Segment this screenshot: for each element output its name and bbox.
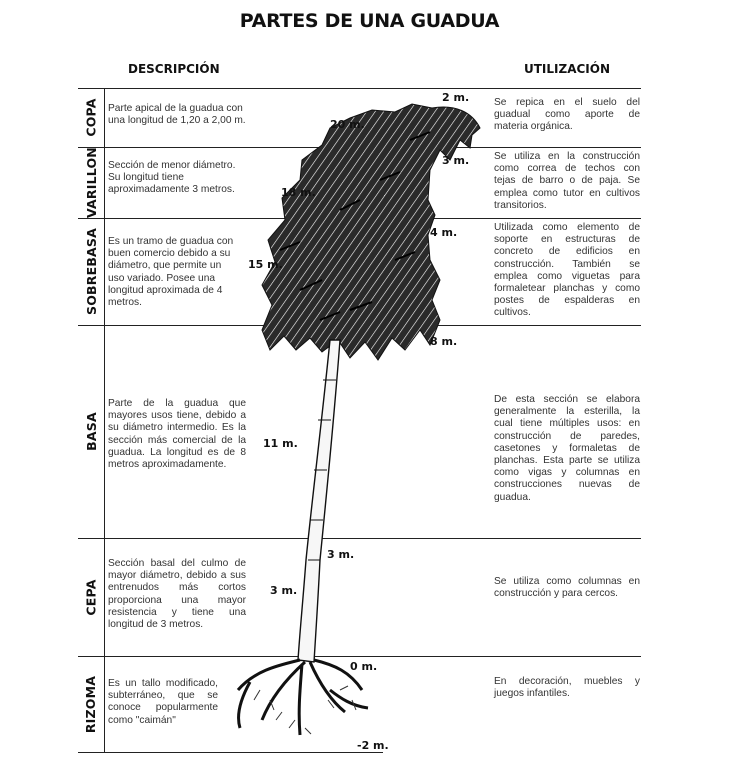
description-sobrebasa: Es un tramo de guadua con buen comercio debido a su diámetro, que permite un uso variado. Posee una longitud aproximada de 4 metros. <box>108 236 234 309</box>
mark-2m: 2 m. <box>442 91 470 104</box>
utilization-cepa: Se utiliza como columnas en construcción y para cercos. <box>494 576 640 600</box>
mark-0m: 0 m. <box>350 660 378 673</box>
mark-20m: 20 m. <box>330 118 365 131</box>
utilization-basa: De esta sección se elabora generalmente la esterilla, la cual tiene múltiples usos: en construcción de paredes, casetones y formaletas de planchas. Esta parte se utiliza como vigas y columnas en construcciones nuevas de guadua. <box>494 394 640 503</box>
diagram-title: PARTES DE UNA GUADUA <box>239 10 500 32</box>
section-label-copa: COPA <box>83 98 99 137</box>
description-header: DESCRIPCIÓN <box>128 62 220 76</box>
section-label-cepa: CEPA <box>83 578 99 616</box>
mark-18m: 18 m. <box>281 186 316 199</box>
description-copa: Parte apical de la guadua con una longitud de 1,20 a 2,00 m. <box>108 103 246 127</box>
description-cepa: Sección basal del culmo de mayor diámetro, debido a sus entrenudos más cortos proporciona una mayor resistencia y tiene una longitud de 3 metros. <box>108 558 246 631</box>
section-label-rizoma: RIZOMA <box>83 675 99 733</box>
description-rizoma: Es un tallo modificado, subterráneo, que se conoce popularmente como "caimán" <box>108 678 218 726</box>
mark-3m-bottom: 3 m. <box>327 548 355 561</box>
mark-11m: 11 m. <box>263 437 298 450</box>
mark-3m-left: 3 m. <box>270 584 298 597</box>
mark-15m: 15 m. <box>248 258 283 271</box>
description-varillon: Sección de menor diámetro. Su longitud tiene aproximadamente 3 metros. <box>108 160 236 196</box>
description-basa: Parte de la guadua que mayores usos tiene, debido a su diámetro intermedio. Es la sección más comercial de la guadua. La longitud es de 8 metros aproximadamente. <box>108 398 246 471</box>
section-label-varillon: VARILLON <box>83 147 99 218</box>
utilization-varillon: Se utiliza en la construcción como correa de techos con tejas de barro o de paja. Se emplea como tutor en cultivos transitorios. <box>494 151 640 211</box>
utilization-sobrebasa: Utilizada como elemento de soporte en estructuras de concreto de edificios en construcción. También se emplea como viguetas para formaletear planchas y como postes de espalderas en cultivos. <box>494 222 640 319</box>
rhizome-roots <box>238 660 368 735</box>
mark-8m: 8 m. <box>430 335 458 348</box>
utilization-rizoma: En decoración, muebles y juegos infantiles. <box>494 676 640 700</box>
mark-3m-top: 3 m. <box>442 154 470 167</box>
section-label-basa: BASA <box>83 412 99 451</box>
section-label-sobrebasa: SOBREBASA <box>83 228 99 315</box>
utilization-header: UTILIZACIÓN <box>524 62 611 76</box>
mark-4m: 4 m. <box>430 226 458 239</box>
utilization-copa: Se repica en el suelo del guadual como aporte de materia orgánica. <box>494 97 640 133</box>
culm-stem <box>298 340 340 662</box>
mark-minus-2m: -2 m. <box>357 739 389 752</box>
